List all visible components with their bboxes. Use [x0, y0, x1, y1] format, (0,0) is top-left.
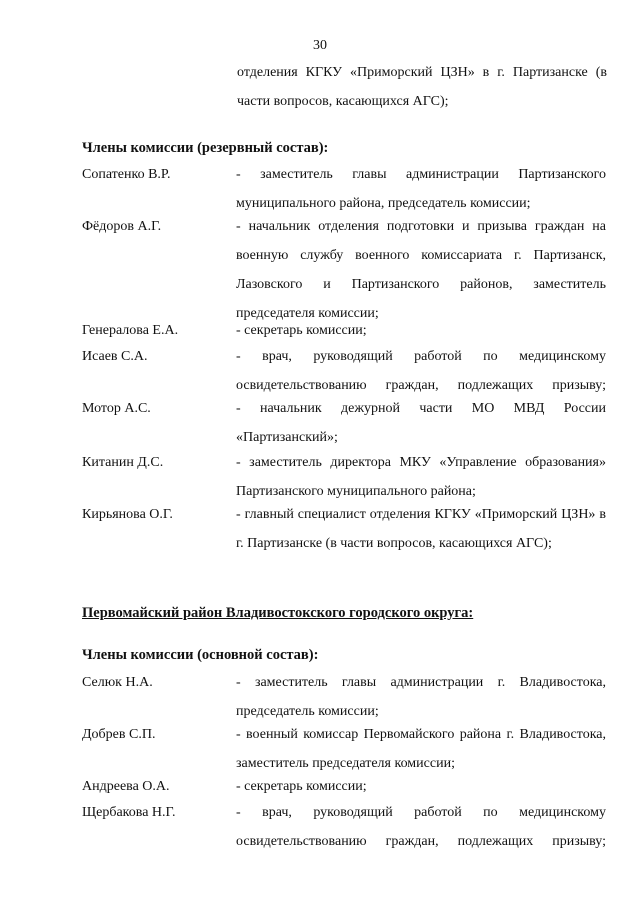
member-role: - главный специалист отделения КГКУ «Приморский ЦЗН» в г. Партизанске (в части вопросов, касающихся АГС); — [236, 507, 606, 551]
member-name: Мотор А.С. — [82, 401, 151, 416]
member-role: - врач, руководящий работой по медицинскому освидетельствованию граждан, подлежащих призыву; — [236, 805, 606, 849]
member-name: Селюк Н.А. — [82, 675, 153, 690]
member-name: Андреева О.А. — [82, 779, 170, 794]
member-role: - секретарь комиссии; — [236, 323, 367, 338]
member-role: - заместитель главы администрации г. Владивостока, председатель комиссии; — [236, 675, 606, 719]
member-role: - секретарь комиссии; — [236, 779, 367, 794]
member-name: Сопатенко В.Р. — [82, 167, 171, 182]
member-role: - военный комиссар Первомайского района г. Владивостока, заместитель председателя комиссии; — [236, 727, 606, 771]
member-role: - врач, руководящий работой по медицинскому освидетельствованию граждан, подлежащих призыву; — [236, 349, 606, 393]
member-name: Исаев С.А. — [82, 349, 148, 364]
member-name: Кирьянова О.Г. — [82, 507, 173, 522]
member-role: - начальник отделения подготовки и призыва граждан на военную службу военного комиссариата г. Партизанск, Лазовского и Партизанского районов, заместитель председателя комиссии; — [236, 219, 606, 321]
main-members-heading: Члены комиссии (основной состав): — [82, 647, 319, 663]
member-name: Фёдоров А.Г. — [82, 219, 162, 234]
member-name: Генералова Е.А. — [82, 323, 179, 338]
member-name: Добрев С.П. — [82, 727, 156, 742]
member-name: Китанин Д.С. — [82, 455, 164, 470]
page-number: 30 — [313, 38, 327, 53]
member-role: - начальник дежурной части МО МВД России «Партизанский»; — [236, 401, 606, 445]
reserve-members-heading: Члены комиссии (резервный состав): — [82, 140, 329, 156]
member-role: - заместитель директора МКУ «Управление образования» Партизанского муниципального района; — [236, 455, 606, 499]
district-heading: Первомайский район Владивостокского городского округа: — [82, 605, 474, 621]
continuation-text: отделения КГКУ «Приморский ЦЗН» в г. Партизанске (в части вопросов, касающихся АГС); — [237, 65, 607, 109]
member-role: - заместитель главы администрации Партизанского муниципального района, председатель комиссии; — [236, 167, 606, 211]
member-name: Щербакова Н.Г. — [82, 805, 176, 820]
